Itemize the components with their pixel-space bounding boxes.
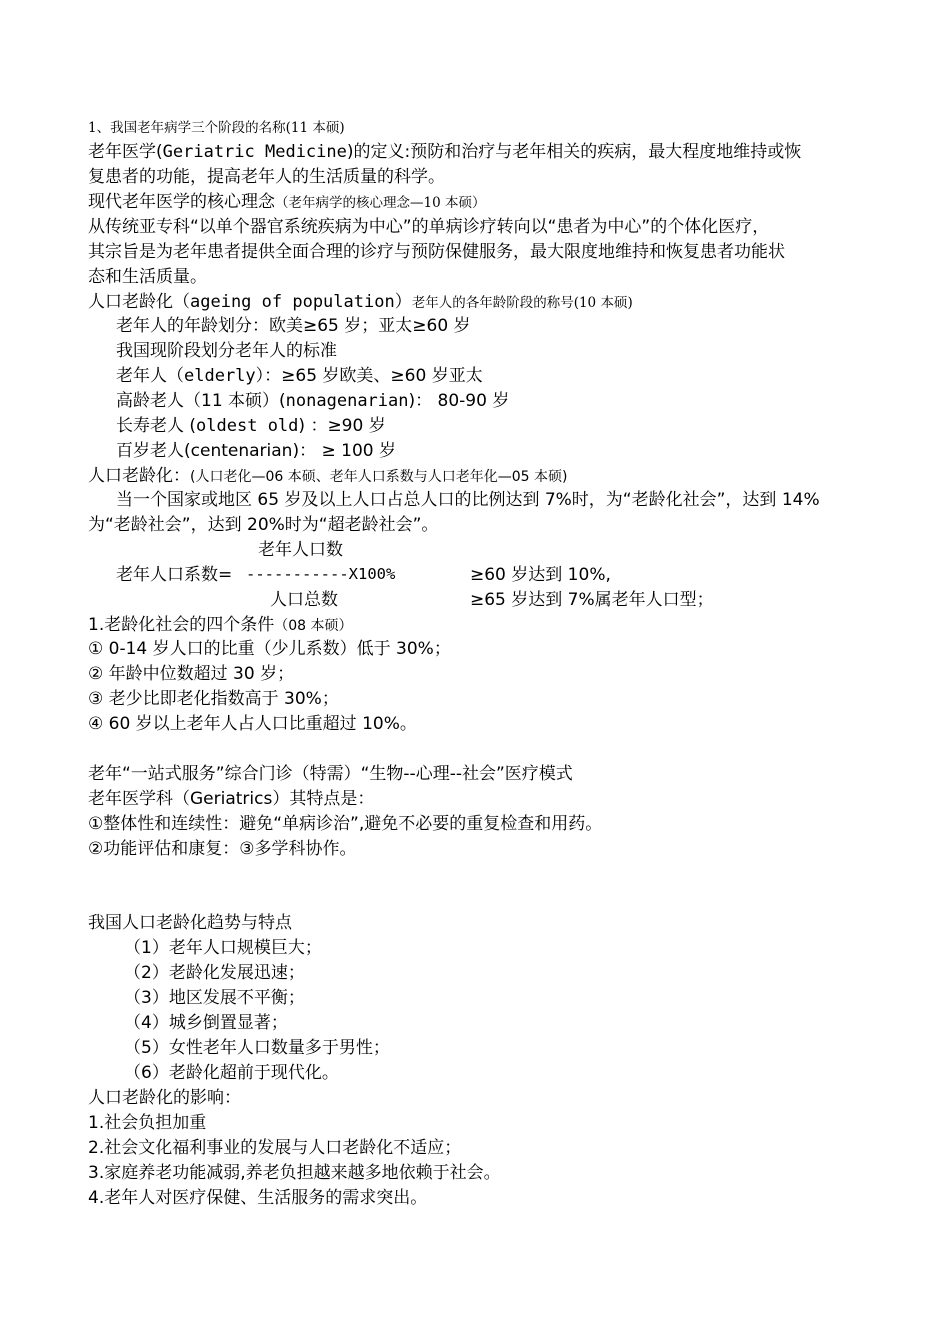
section-heading: 老年医学科（Geriatrics）其特点是：: [88, 789, 375, 809]
list-item: 2.社会文化福利事业的发展与人口老龄化不适应；: [88, 1138, 462, 1158]
english-term: ageing of population: [190, 292, 395, 312]
section-heading: [88, 294, 633, 311]
list-item: （1）老年人口规模巨大；: [124, 938, 322, 958]
section-heading: [88, 468, 567, 485]
paragraph-line: 从传统亚专科“以单个器官系统疾病为中心”的单病诊疗转向以“患者为中心”的个体化医疗，: [88, 217, 770, 237]
list-item: ② 年龄中位数超过 30 岁；: [88, 664, 295, 684]
english-term: elderly: [184, 366, 256, 386]
list-item: 老年人的年龄划分：欧美≥65 岁；亚太≥60 岁: [116, 316, 471, 336]
question-heading: 1、我国老年病学三个阶段的名称(11 本硕): [88, 120, 345, 136]
heading-text: 1.老龄化社会的四个条件: [88, 615, 275, 635]
list-item: ④ 60 岁以上老年人占人口比重超过 10%。: [88, 714, 417, 734]
paragraph-line: 其宗旨是为老年患者提供全面合理的诊疗与预防保健服务，最大限度地维持和恢复患者功能状: [88, 242, 785, 262]
paragraph-line: 态和生活质量。: [88, 267, 207, 287]
text-run: 老年人（: [116, 366, 184, 386]
list-item: ①整体性和连续性：避免“单病诊治”,避免不必要的重复检查和用药。: [88, 814, 603, 834]
english-term: oldest old: [196, 416, 299, 436]
english-term: nonagenarian: [285, 391, 409, 411]
list-item: [116, 443, 396, 460]
text-run: 高龄老人（11 本硕）(: [116, 391, 286, 411]
text-run: )： 80-90 岁: [408, 391, 510, 411]
text-run: )的定义:预防和治疗与老年相关的疾病，最大程度地维持或恢: [346, 142, 802, 162]
formula-lhs: 老年人口系数=: [116, 565, 233, 585]
exam-note: (人口老化—06 本硕、老年人口系数与人口老年化—05 本硕): [190, 469, 568, 485]
list-item: ②功能评估和康复：③多学科协作。: [88, 839, 357, 859]
paragraph-line: 当一个国家或地区 65 岁及以上人口占总人口的比例达到 7%时，为“老龄化社会”，达到 14%: [116, 490, 820, 510]
exam-note: （老年病学的核心理念—10 本硕）: [275, 195, 486, 211]
list-item: [116, 368, 483, 385]
text-run: 老年医学(: [88, 142, 163, 162]
text-run: )： ≥ 100 岁: [292, 441, 396, 461]
text-run: 长寿老人 (: [116, 416, 197, 436]
list-item: （4）城乡倒置显著；: [124, 1013, 288, 1033]
heading-text: 现代老年医学的核心理念: [88, 192, 275, 212]
paragraph-line: 复患者的功能，提高老年人的生活质量的科学。: [88, 167, 445, 187]
heading-text: ）: [394, 292, 412, 312]
formula-fraction-line: -----------X100%: [246, 565, 396, 583]
section-heading: 我国人口老龄化趋势与特点: [88, 913, 292, 933]
text-run: 百岁老人(: [116, 441, 191, 461]
list-item: [116, 418, 386, 435]
exam-note: 老年人的各年龄阶段的称号(10 本硕): [411, 295, 633, 311]
list-item: 我国现阶段划分老年人的标准: [116, 341, 337, 361]
formula-denominator: 人口总数: [270, 590, 338, 610]
exam-note: （08 本硕）: [274, 618, 353, 634]
list-item: ③ 老少比即老化指数高于 30%；: [88, 689, 339, 709]
english-term: Geriatric Medicine: [162, 142, 347, 162]
text-run: ) ：≥90 岁: [298, 416, 386, 436]
list-item: ① 0-14 岁人口的比重（少儿系数）低于 30%；: [88, 639, 451, 659]
paragraph-line: 为“老龄社会”，达到 20%时为“超老龄社会”。: [88, 515, 439, 535]
heading-text: 人口老龄化（: [88, 292, 190, 312]
section-heading: [88, 194, 485, 211]
list-item: [116, 393, 509, 410]
formula-numerator: 老年人口数: [258, 540, 343, 560]
list-item: （5）女性老年人口数量多于男性；: [124, 1038, 390, 1058]
text-run: ）：≥65 岁欧美、≥60 岁亚太: [255, 366, 483, 386]
formula-criterion: ≥65 岁达到 7%属老年人口型；: [470, 590, 714, 610]
list-item: 1.社会负担加重: [88, 1113, 207, 1133]
english-term: centenarian: [190, 441, 293, 461]
paragraph-line: 老年“一站式服务”综合门诊（特需）“生物--心理--社会”医疗模式: [88, 764, 573, 784]
section-heading: 人口老龄化的影响：: [88, 1088, 241, 1108]
section-heading: [88, 617, 353, 634]
list-item: （6）老龄化超前于现代化。: [124, 1063, 339, 1083]
list-item: 3.家庭养老功能减弱,养老负担越来越多地依赖于社会。: [88, 1163, 501, 1183]
list-item: （2）老龄化发展迅速；: [124, 963, 305, 983]
heading-text: 人口老龄化：: [88, 466, 190, 486]
formula-criterion: ≥60 岁达到 10%,: [470, 565, 611, 585]
list-item: 4.老年人对医疗保健、生活服务的需求突出。: [88, 1188, 428, 1208]
definition-line: [88, 144, 801, 161]
list-item: （3）地区发展不平衡；: [124, 988, 305, 1008]
